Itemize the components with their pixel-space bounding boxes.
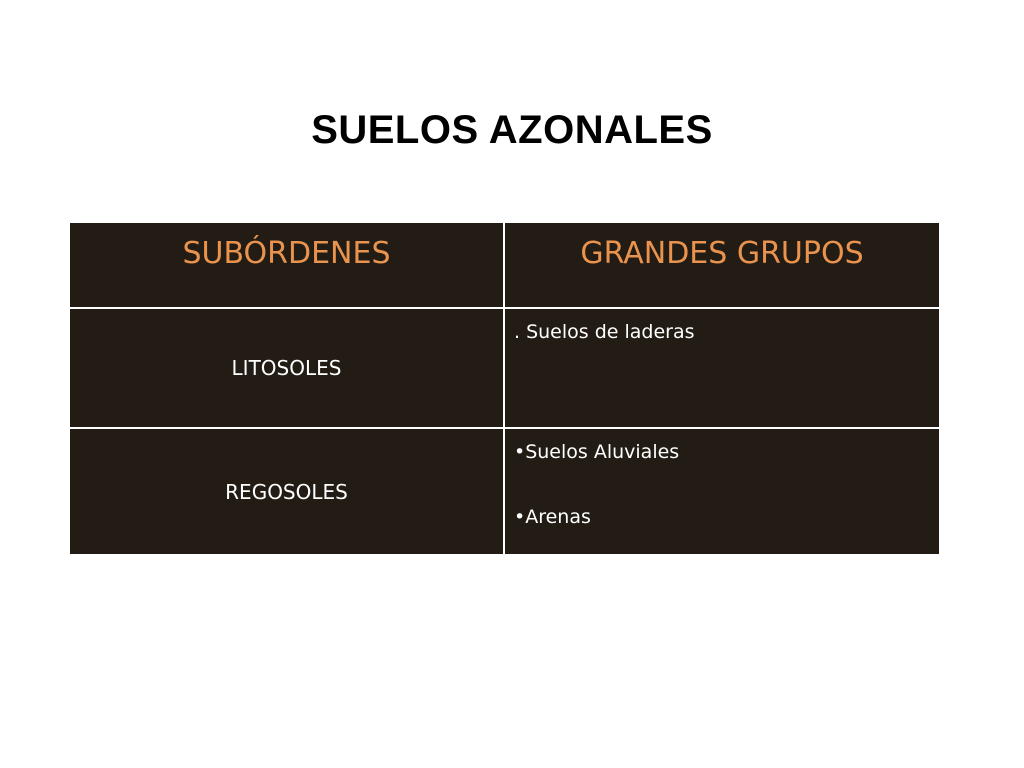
suborden-label: LITOSOLES	[231, 356, 342, 380]
table-row	[69, 428, 940, 555]
suborden-cell	[69, 308, 504, 428]
grupo-item: •Arenas	[514, 506, 591, 528]
grupo-item: . Suelos de laderas	[514, 321, 695, 343]
grupos-cell	[504, 308, 940, 428]
slide-title: SUELOS AZONALES	[311, 108, 713, 152]
grupo-item: •Suelos Aluviales	[514, 441, 680, 463]
soil-classification-table	[68, 221, 941, 556]
table-row	[69, 308, 940, 428]
suborden-label: REGOSOLES	[225, 479, 348, 504]
table-header-row	[69, 222, 940, 308]
grupos-cell	[504, 428, 940, 555]
header-grandes-grupos: GRANDES GRUPOS	[504, 222, 940, 308]
suborden-cell	[69, 428, 504, 555]
header-subordenes: SUBÓRDENES	[69, 222, 504, 308]
